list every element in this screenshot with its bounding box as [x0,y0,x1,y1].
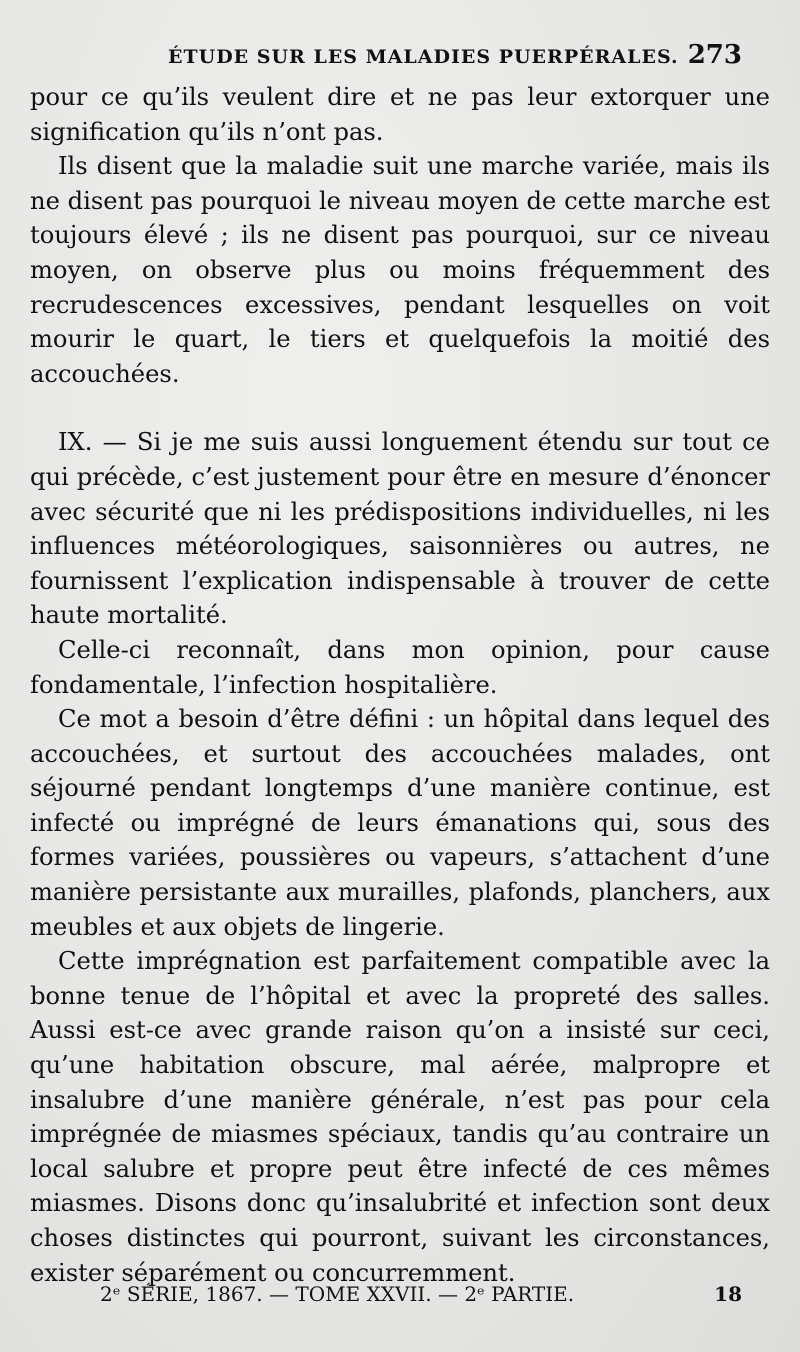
paragraph-continuation: pour ce qu’ils veulent dire et ne pas leur extorquer une signification qu’ils n’ont pas. [30,83,770,146]
page-header [30,40,742,74]
body-text [30,80,770,1290]
paragraph-section-ix: IX. — Si je me suis aussi longuement étendu sur tout ce qui précède, c’est justement pour être en mesure d’énoncer avec sécurité que ni les prédispositions individuelles, ni les influences météorologiques, saisonnières ou autres, ne fournissent l’explication indispensable à trouver de cette haute mortalité. [30,428,770,630]
paragraph: Ce mot a besoin d’être défini : un hôpital dans lequel des accouchées, et surtout des accouchées malades, ont séjourné pendant longtemps d’une manière continue, est infecté ou imprégné de leurs émanations qui, sous des formes variées, poussières ou vapeurs, s’attachent d’une manière persistante aux murailles, plafonds, planchers, aux meubles et aux objets de lingerie. [30,705,770,941]
page-footer [100,1282,742,1312]
series-line: 2ᵉ SÉRIE, 1867. — TOME XXVII. — 2ᵉ PARTIE. [100,1282,575,1306]
running-title: ÉTUDE SUR LES MALADIES PUERPÉRALES. [168,46,679,68]
page-number: 273 [687,40,742,70]
paragraph: Celle-ci reconnaît, dans mon opinion, pour cause fondamentale, l’infection hospitalière. [30,635,770,699]
paragraph: Cette imprégnation est parfaitement compatible avec la bonne tenue de l’hôpital et avec la propreté des salles. Aussi est-ce avec grande raison qu’on a insisté sur ceci, qu’une habitation obscure, mal aérée, malpropre et insalubre d’une manière générale, n’est pas pour cela imprégnée de miasmes spéciaux, tandis qu’au contraire un local salubre et propre peut être infecté de ces mêmes miasmes. Disons donc qu’insalubrité et infection sont deux choses distinctes qui pourront, suivant les circonstances, exister séparément ou concurremment. [30,947,770,1287]
signature-number: 18 [714,1282,742,1306]
paragraph: Ils disent que la maladie suit une marche variée, mais ils ne disent pas pourquoi le niveau moyen de cette marche est toujours élevé ; ils ne disent pas pourquoi, sur ce niveau moyen, on observe plus ou moins fréquemment des recrudescences excessives, pendant lesquelles on voit mourir le quart, le tiers et quelquefois la moitié des accouchées. [30,152,770,388]
